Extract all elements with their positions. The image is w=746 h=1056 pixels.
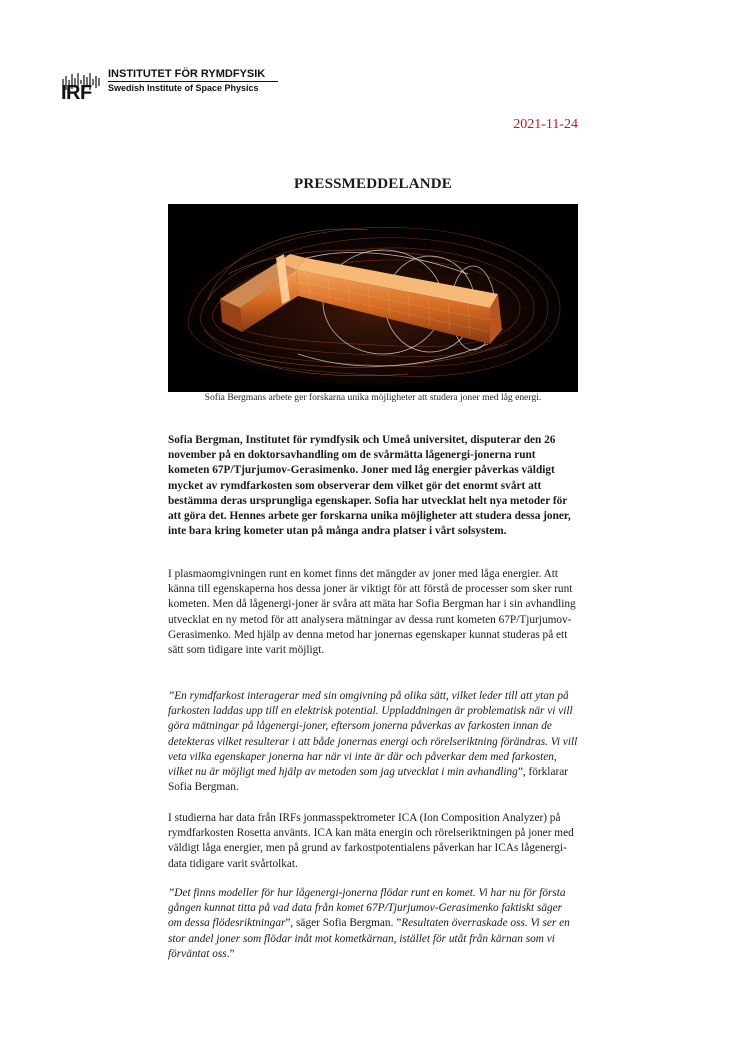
press-release-date: 2021-11-24 (513, 117, 578, 132)
lead-paragraph: Sofia Bergman, Institutet för rymdfysik och Umeå universitet, disputerar den 26 november på en doktorsavhandling om de svårmätta lågenergi-jonerna runt kometen 67P/Tjurjumov-Gerasimenko. Joner med låg energier påverkas väldigt mycket av rymdfarkosten som observerar dem vilket gör det enormt svårt att bestämma deras ursprungliga egenskaper. Sofia har utvecklat helt nya metoder för att göra det. Hennes arbete ger forskarna unika möjligheter att studera dessa joner, inte bara kring kometer utan på många andra platser i vårt solsystem. (168, 434, 571, 538)
body-paragraph-2: I studierna har data från IRFs jonmasspektrometer ICA (Ion Composition Analyzer) på rymdfarkosten Rosetta använts. ICA kan mäta energin och rörelseriktningen på joner med väldigt låga energier, men på grund av farkostpotentialens påverkan har ICAs lågenergi-data tidigare varit svårtolkat. (168, 812, 574, 870)
comet-simulation-image (168, 204, 578, 392)
logo-institute-subtitle: Swedish Institute of Space Physics (108, 83, 259, 93)
spacecraft-plasma-visualization (168, 204, 578, 392)
quote-paragraph-1 (168, 689, 578, 795)
quote-2-text-part-1: ”Det finns modeller för hur lågenergi-jonerna flödar runt en komet. Vi har nu för första gången kunnat titta på vad data från komet 67P/Tjurjumov-Gerasimenko faktiskt säger om dessa flödesriktningar (168, 887, 566, 930)
logo-abbreviation: IRF (61, 82, 92, 104)
logo-institute-name: INSTITUTET FÖR RYMDFYSIK (108, 68, 266, 80)
quote-1-text: ”En rymdfarkost interagerar med sin omgivning på olika sätt, vilket leder till att ytan på farkosten laddas upp till en elektrisk potential. Uppladdningen är problematisk när vi vill göra mätningar på lågenergi-joner, eftersom jonerna påverkas av farkosten innan de detekteras vilket resulterar i att både jonernas energi och rörelseriktning förändras. Vi vill veta vilka egenskaper jonerna har när vi inte är där och påverkar dem med farkosten, vilket nu är möjligt med hjälp av metoden som jag utvecklat i min avhandling (168, 690, 578, 779)
quote-2-text-part-2: Resultaten överraskade oss. Vi ser en stor andel joner som flödar inåt mot kometkärnan, istället för utåt från kärnan som vi förväntat oss (168, 917, 570, 960)
irf-logo (61, 60, 291, 104)
body-paragraph-1: I plasmaomgivningen runt en komet finns det mängder av joner med låga energier. Att känna till egenskaperna hos dessa joner är viktigt för att förstå de processer som sker runt kometen. Men då lågenergi-joner är svåra att mäta har Sofia Bergman har i sin avhandling utvecklat en ny metod för att analysera mätningar av dessa runt kometen 67P/Tjurjumov-Gerasimenko. Med hjälp av denna metod har jonernas egenskaper kunnat studeras på ett sätt som tidigare inte varit möjligt. (168, 568, 576, 657)
quote-1-attribution: ”, förklarar Sofia Bergman. (168, 766, 569, 794)
quote-2-attribution: ”, säger Sofia Bergman. ” (285, 917, 402, 930)
figure-caption: Sofia Bergmans arbete ger forskarna unika möjligheter att studera joner med låg energi. (204, 392, 542, 403)
quote-2-end: .” (226, 947, 235, 960)
page-title: PRESSMEDDELANDE (293, 176, 453, 192)
logo-divider (108, 81, 278, 82)
quote-paragraph-2 (168, 886, 578, 962)
